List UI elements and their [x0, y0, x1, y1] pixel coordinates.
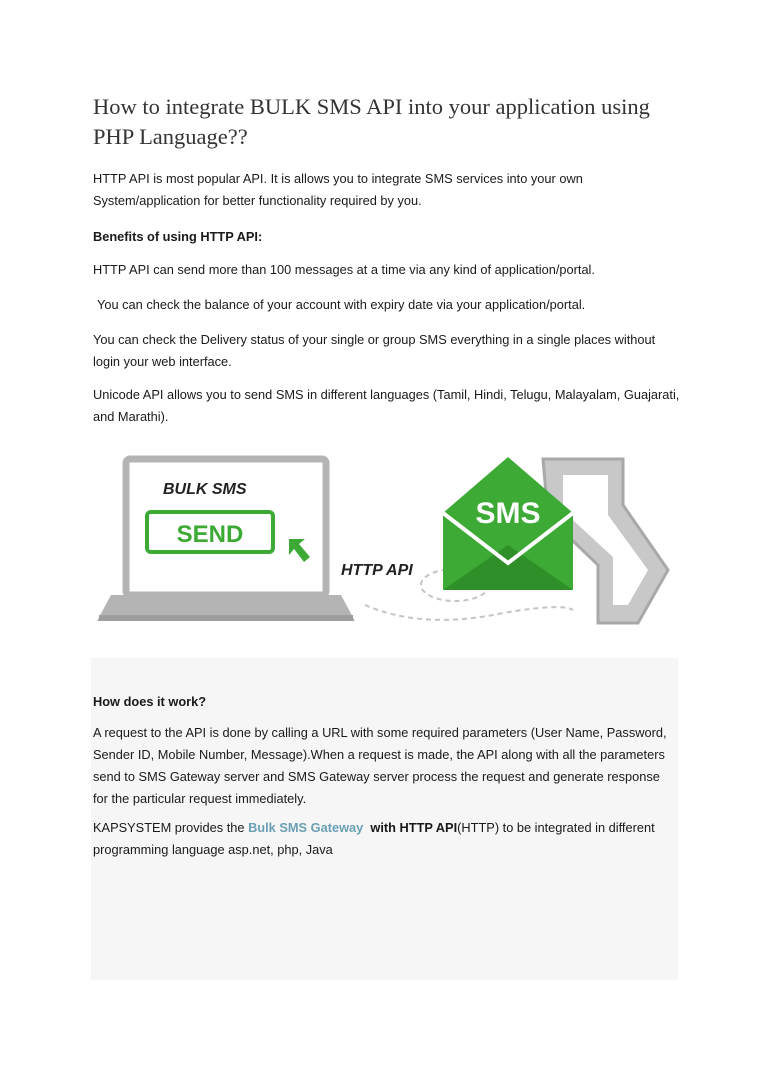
benefit-item: You can check the balance of your account with expiry date via your application/portal.: [97, 297, 586, 312]
intro-paragraph: HTTP API is most popular API. It is allows you to integrate SMS services into your own System/application for better functionality required by you.: [93, 171, 583, 208]
benefit-item: You can check the Delivery status of your single or group SMS everything in a single places without login your web interface.: [93, 332, 656, 369]
page-title: How to integrate BULK SMS API into your application using PHP Language??: [93, 94, 650, 149]
closing-suffix: (HTTP) to be integrated in different programming language asp.net, php, Java: [93, 820, 655, 857]
send-label: SEND: [176, 521, 244, 548]
closing-bold: with HTTP API: [370, 820, 458, 835]
closing-paragraph: [93, 817, 677, 861]
http-api-illustration: [93, 445, 678, 645]
bulk-sms-gateway-link[interactable]: Bulk SMS Gateway: [248, 820, 364, 835]
http-api-label: HTTP API: [341, 562, 413, 579]
how-heading: How does it work?: [93, 694, 207, 709]
bulk-sms-label: BULK SMS: [163, 481, 247, 498]
cursor-arrow-icon: [289, 539, 310, 562]
closing-prefix: KAPSYSTEM provides the: [93, 820, 249, 835]
sms-label: SMS: [475, 497, 541, 530]
how-body: A request to the API is done by calling a URL with some required parameters (User Name, Password, Sender ID, Mobile Number, Message).When a request is made, the API along with all the parameters send to SMS Gateway server and SMS Gateway server process the request and generate response for the particular request immediately.: [93, 725, 667, 806]
benefit-item: HTTP API can send more than 100 messages at a time via any kind of application/portal.: [93, 262, 595, 277]
connector-line: [365, 605, 573, 620]
benefits-heading: Benefits of using HTTP API:: [93, 229, 263, 244]
benefit-item: Unicode API allows you to send SMS in different languages (Tamil, Hindi, Telugu, Malayalam, Guajarati, and Marathi).: [93, 387, 680, 424]
how-it-works-panel: [91, 658, 678, 980]
